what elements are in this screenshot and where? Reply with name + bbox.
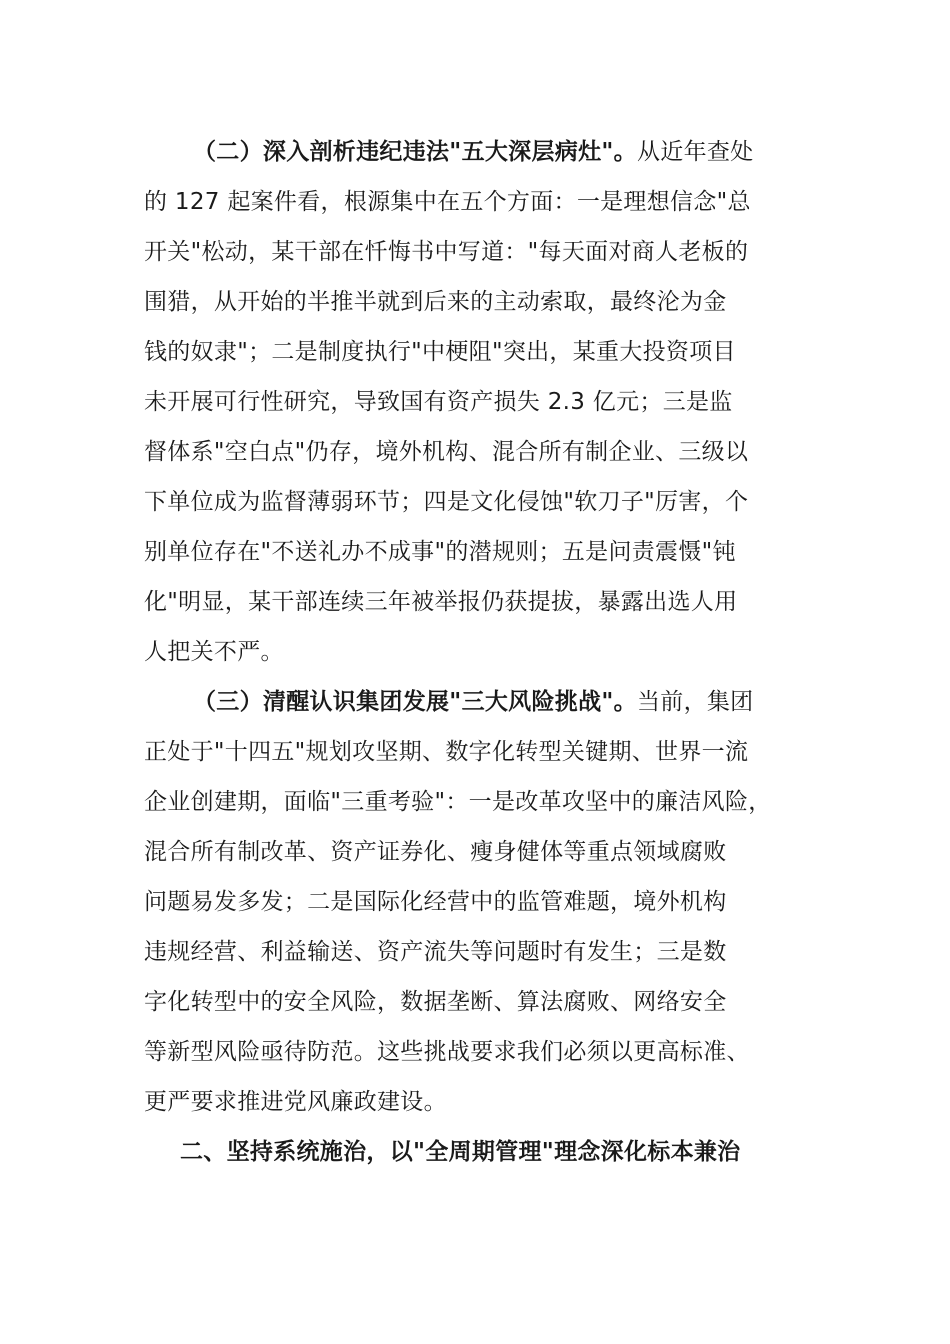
part-heading-2: 二、坚持系统施治，以"全周期管理"理念深化标本兼治	[180, 1139, 741, 1165]
section-heading-2: （二）深入剖析违纪违法"五大深层病灶"。	[193, 139, 637, 165]
paragraph-line: 下单位成为监督薄弱环节；四是文化侵蚀"软刀子"厉害，个	[144, 489, 749, 515]
paragraph-text: 从近年查处	[636, 139, 754, 165]
paragraph-line: 企业创建期，面临"三重考验"：一是改革攻坚中的廉洁风险，	[144, 789, 772, 815]
paragraph-line	[193, 677, 753, 727]
paragraph-line: 化"明显，某干部连续三年被举报仍获提拔，暴露出选人用	[144, 589, 738, 615]
paragraph-line: 的 127 起案件看，根源集中在五个方面：一是理想信念"总	[144, 189, 751, 215]
paragraph-line: 督体系"空白点"仍存，境外机构、混合所有制企业、三级以	[144, 439, 749, 465]
paragraph-text: 当前，集团	[636, 689, 754, 715]
section-heading-3: （三）清醒认识集团发展"三大风险挑战"。	[193, 689, 637, 715]
paragraph-line: 问题易发多发；二是国际化经营中的监管难题，境外机构	[144, 889, 727, 915]
paragraph-line: 等新型风险亟待防范。这些挑战要求我们必须以更高标准、	[144, 1039, 750, 1065]
paragraph-line: 更严要求推进党风廉政建设。	[144, 1089, 447, 1115]
paragraph-line: 混合所有制改革、资产证券化、瘦身健体等重点领域腐败	[144, 839, 727, 865]
paragraph-line: 未开展可行性研究，导致国有资产损失 2.3 亿元；三是监	[144, 389, 733, 415]
paragraph-line: 围猎，从开始的半推半就到后来的主动索取，最终沦为金	[144, 289, 727, 315]
paragraph-line: 正处于"十四五"规划攻坚期、数字化转型关键期、世界一流	[144, 739, 749, 765]
paragraph-line: 钱的奴隶"；二是制度执行"中梗阻"突出，某重大投资项目	[144, 339, 736, 365]
paragraph-line	[193, 127, 753, 177]
paragraph-line: 字化转型中的安全风险，数据垄断、算法腐败、网络安全	[144, 989, 727, 1015]
paragraph-line: 违规经营、利益输送、资产流失等问题时有发生；三是数	[144, 939, 727, 965]
paragraph-line: 开关"松动，某干部在忏悔书中写道："每天面对商人老板的	[144, 239, 749, 265]
paragraph-line: 别单位存在"不送礼办不成事"的潜规则；五是问责震慑"钝	[144, 539, 736, 565]
paragraph-line: 人把关不严。	[144, 639, 284, 665]
